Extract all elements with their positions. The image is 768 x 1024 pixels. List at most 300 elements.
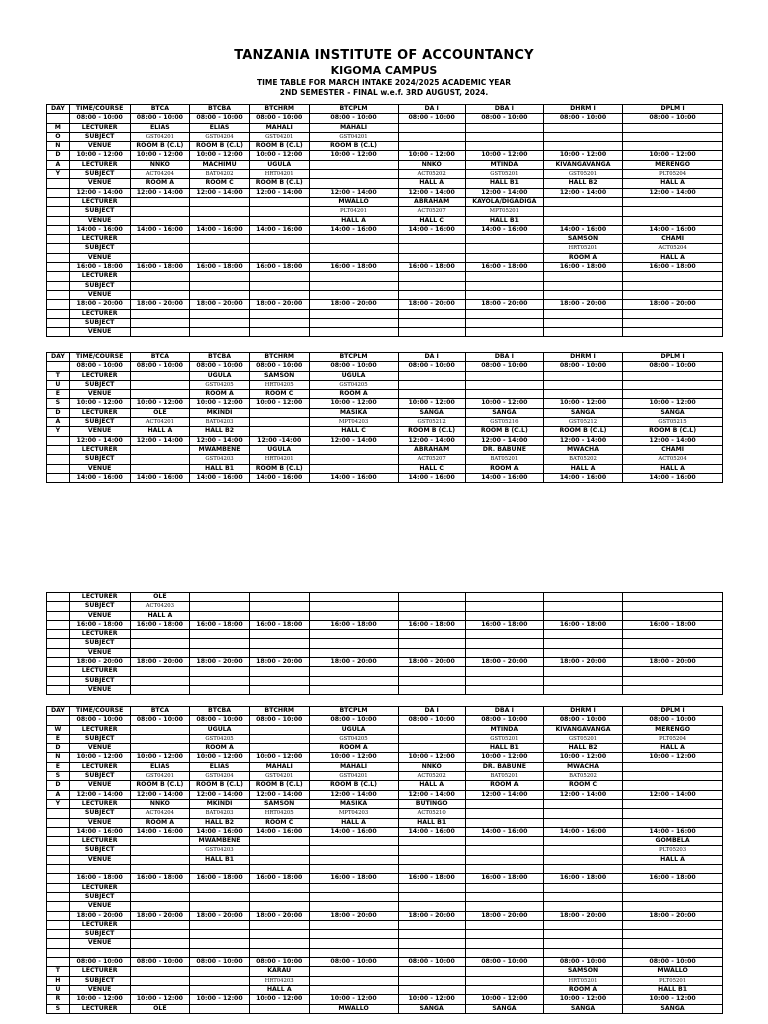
schedule-cell: HRT04201 bbox=[249, 170, 309, 179]
schedule-cell: 10:00 - 12:00 bbox=[623, 151, 723, 160]
schedule-cell bbox=[623, 123, 723, 132]
schedule-cell bbox=[130, 380, 190, 389]
schedule-cell: BUTINGO bbox=[398, 799, 465, 808]
schedule-cell: HALL B1 bbox=[465, 744, 543, 753]
schedule-cell: 18:00 - 20:00 bbox=[623, 911, 723, 920]
schedule-cell bbox=[465, 948, 543, 957]
table-row bbox=[47, 648, 723, 657]
schedule-cell bbox=[309, 244, 398, 253]
day-letter: N bbox=[47, 753, 70, 762]
schedule-cell bbox=[190, 272, 250, 281]
day-letter bbox=[47, 827, 70, 836]
schedule-cell: GST05212 bbox=[398, 418, 465, 427]
schedule-cell: MPT05201 bbox=[465, 207, 543, 216]
schedule-cell bbox=[190, 667, 250, 676]
schedule-cell bbox=[465, 318, 543, 327]
schedule-cell bbox=[543, 290, 622, 299]
schedule-cell bbox=[130, 967, 190, 976]
table-row bbox=[47, 353, 723, 362]
day-letter: A bbox=[47, 160, 70, 169]
schedule-cell bbox=[623, 948, 723, 957]
timetable-block bbox=[46, 706, 723, 1014]
schedule-cell bbox=[249, 902, 309, 911]
schedule-cell: 16:00 - 18:00 bbox=[398, 263, 465, 272]
schedule-cell bbox=[543, 939, 622, 948]
schedule-cell: HALL A bbox=[309, 818, 398, 827]
schedule-cell: 14:00 - 16:00 bbox=[465, 473, 543, 482]
day-letter bbox=[47, 464, 70, 473]
day-letter: E bbox=[47, 762, 70, 771]
row-label: LECTURER bbox=[69, 309, 130, 318]
day-letter: D bbox=[47, 408, 70, 417]
schedule-cell: 16:00 - 18:00 bbox=[249, 263, 309, 272]
schedule-cell: ROOM B (C.L) bbox=[398, 427, 465, 436]
table-row bbox=[47, 593, 723, 602]
schedule-cell: 08:00 - 10:00 bbox=[309, 362, 398, 371]
schedule-cell: UGULA bbox=[249, 160, 309, 169]
day-letter bbox=[47, 855, 70, 864]
schedule-cell bbox=[543, 371, 622, 380]
schedule-cell: 18:00 - 20:00 bbox=[398, 658, 465, 667]
day-letter bbox=[47, 676, 70, 685]
schedule-cell: HALL B2 bbox=[543, 744, 622, 753]
schedule-cell: NNKO bbox=[130, 799, 190, 808]
schedule-cell: 18:00 - 20:00 bbox=[130, 300, 190, 309]
table-row bbox=[47, 995, 723, 1004]
schedule-cell: 12:00 - 14:00 bbox=[190, 188, 250, 197]
schedule-cell bbox=[623, 930, 723, 939]
schedule-cell: 14:00 - 16:00 bbox=[130, 473, 190, 482]
schedule-cell: 16:00 - 18:00 bbox=[543, 620, 622, 629]
schedule-cell: ACT04203 bbox=[130, 602, 190, 611]
schedule-cell: 08:00 - 10:00 bbox=[543, 716, 622, 725]
schedule-cell bbox=[398, 883, 465, 892]
day-letter bbox=[47, 188, 70, 197]
schedule-cell bbox=[249, 427, 309, 436]
schedule-cell: ROOM B (C.L) bbox=[623, 427, 723, 436]
row-label: LECTURER bbox=[69, 799, 130, 808]
schedule-cell bbox=[398, 676, 465, 685]
schedule-cell: PLT05203 bbox=[623, 846, 723, 855]
row-label: 14:00 - 16:00 bbox=[69, 473, 130, 482]
schedule-cell bbox=[465, 123, 543, 132]
row-label: 16:00 - 18:00 bbox=[69, 620, 130, 629]
schedule-cell bbox=[623, 883, 723, 892]
day-letter bbox=[47, 362, 70, 371]
schedule-cell: 10:00 - 12:00 bbox=[249, 151, 309, 160]
schedule-cell bbox=[249, 667, 309, 676]
schedule-cell: HALL A bbox=[130, 611, 190, 620]
schedule-cell: ROOM A bbox=[309, 390, 398, 399]
schedule-cell: 08:00 - 10:00 bbox=[190, 958, 250, 967]
day-letter bbox=[47, 455, 70, 464]
schedule-cell bbox=[130, 216, 190, 225]
day-letter bbox=[47, 948, 70, 957]
table-row bbox=[47, 818, 723, 827]
table-row bbox=[47, 1004, 723, 1013]
schedule-cell bbox=[398, 976, 465, 985]
row-label: VENUE bbox=[69, 290, 130, 299]
schedule-cell bbox=[130, 902, 190, 911]
schedule-cell bbox=[130, 253, 190, 262]
schedule-cell: 16:00 - 18:00 bbox=[190, 263, 250, 272]
schedule-cell: 08:00 - 10:00 bbox=[623, 362, 723, 371]
schedule-cell bbox=[249, 837, 309, 846]
table-row bbox=[47, 790, 723, 799]
table-row bbox=[47, 300, 723, 309]
schedule-cell bbox=[190, 197, 250, 206]
day-letter: O bbox=[47, 132, 70, 141]
schedule-cell bbox=[309, 685, 398, 694]
schedule-cell: MKINDI bbox=[190, 408, 250, 417]
table-row bbox=[47, 114, 723, 123]
schedule-cell: ROOM A bbox=[190, 390, 250, 399]
row-label: VENUE bbox=[69, 744, 130, 753]
schedule-cell: 12:00 - 14:00 bbox=[465, 436, 543, 445]
table-row bbox=[47, 920, 723, 929]
row-label: SUBJECT bbox=[69, 207, 130, 216]
row-label: VENUE bbox=[69, 179, 130, 188]
schedule-cell: UGULA bbox=[190, 725, 250, 734]
schedule-cell bbox=[190, 318, 250, 327]
schedule-cell bbox=[309, 865, 398, 874]
schedule-cell: KIVANGAVANGA bbox=[543, 725, 622, 734]
schedule-cell: GST05201 bbox=[543, 170, 622, 179]
schedule-cell: 12:00 - 14:00 bbox=[309, 436, 398, 445]
schedule-cell: ROOM B (C.L) bbox=[190, 781, 250, 790]
schedule-cell: 08:00 - 10:00 bbox=[190, 716, 250, 725]
row-label: VENUE bbox=[69, 685, 130, 694]
row-label: 12:00 - 14:00 bbox=[69, 188, 130, 197]
schedule-cell bbox=[190, 216, 250, 225]
table-row bbox=[47, 445, 723, 454]
table-row bbox=[47, 725, 723, 734]
schedule-cell: 16:00 - 18:00 bbox=[465, 263, 543, 272]
schedule-cell bbox=[249, 734, 309, 743]
row-label: SUBJECT bbox=[69, 846, 130, 855]
schedule-cell bbox=[309, 837, 398, 846]
schedule-cell: 16:00 - 18:00 bbox=[309, 620, 398, 629]
schedule-cell bbox=[190, 639, 250, 648]
row-label: SUBJECT bbox=[69, 734, 130, 743]
schedule-cell bbox=[249, 418, 309, 427]
schedule-cell: 16:00 - 18:00 bbox=[398, 620, 465, 629]
schedule-cell bbox=[543, 846, 622, 855]
schedule-cell bbox=[130, 309, 190, 318]
schedule-cell bbox=[623, 371, 723, 380]
schedule-cell: 14:00 - 16:00 bbox=[309, 473, 398, 482]
schedule-cell bbox=[130, 725, 190, 734]
schedule-cell: 08:00 - 10:00 bbox=[249, 362, 309, 371]
schedule-cell bbox=[249, 725, 309, 734]
schedule-cell bbox=[465, 985, 543, 994]
schedule-cell: 10:00 - 12:00 bbox=[398, 995, 465, 1004]
row-label: VENUE bbox=[69, 427, 130, 436]
schedule-cell bbox=[398, 685, 465, 694]
schedule-cell bbox=[190, 235, 250, 244]
schedule-cell bbox=[623, 630, 723, 639]
schedule-cell: HALL A bbox=[309, 216, 398, 225]
schedule-cell: SANGA bbox=[398, 408, 465, 417]
day-letter: Y bbox=[47, 427, 70, 436]
table-row bbox=[47, 602, 723, 611]
day-letter bbox=[47, 874, 70, 883]
schedule-cell: 14:00 - 16:00 bbox=[309, 827, 398, 836]
row-label: 10:00 - 12:00 bbox=[69, 753, 130, 762]
day-letter: E bbox=[47, 734, 70, 743]
schedule-cell: HALL A bbox=[398, 179, 465, 188]
schedule-cell: 08:00 - 10:00 bbox=[465, 958, 543, 967]
day-letter bbox=[47, 902, 70, 911]
schedule-cell bbox=[398, 930, 465, 939]
table-row bbox=[47, 611, 723, 620]
table-row bbox=[47, 399, 723, 408]
table-row bbox=[47, 874, 723, 883]
schedule-cell bbox=[130, 244, 190, 253]
table-row bbox=[47, 658, 723, 667]
day-letter bbox=[47, 658, 70, 667]
schedule-cell bbox=[309, 170, 398, 179]
day-letter bbox=[47, 648, 70, 657]
schedule-cell bbox=[398, 123, 465, 132]
schedule-cell bbox=[465, 235, 543, 244]
schedule-cell: BAT05202 bbox=[543, 772, 622, 781]
schedule-cell bbox=[465, 272, 543, 281]
row-label: LECTURER bbox=[69, 837, 130, 846]
schedule-cell: UGULA bbox=[309, 371, 398, 380]
schedule-cell bbox=[465, 818, 543, 827]
schedule-cell: ABRAHAM bbox=[398, 197, 465, 206]
schedule-cell: 18:00 - 20:00 bbox=[249, 300, 309, 309]
schedule-cell: 10:00 - 12:00 bbox=[190, 399, 250, 408]
day-letter bbox=[47, 216, 70, 225]
day-letter: U bbox=[47, 985, 70, 994]
row-label: SUBJECT bbox=[69, 281, 130, 290]
schedule-cell: 08:00 - 10:00 bbox=[190, 362, 250, 371]
schedule-cell: 18:00 - 20:00 bbox=[465, 300, 543, 309]
table-row bbox=[47, 734, 723, 743]
schedule-cell bbox=[623, 380, 723, 389]
schedule-cell bbox=[398, 865, 465, 874]
row-label: SUBJECT bbox=[69, 930, 130, 939]
schedule-cell bbox=[543, 648, 622, 657]
schedule-cell: ROOM B (C.L) bbox=[309, 142, 398, 151]
schedule-cell: 14:00 - 16:00 bbox=[623, 473, 723, 482]
schedule-cell: HALL C bbox=[309, 427, 398, 436]
row-label: LECTURER bbox=[69, 408, 130, 417]
schedule-cell: 18:00 - 20:00 bbox=[249, 658, 309, 667]
schedule-cell: 14:00 - 16:00 bbox=[130, 827, 190, 836]
row-label: LECTURER bbox=[69, 272, 130, 281]
schedule-cell bbox=[465, 328, 543, 337]
schedule-cell bbox=[398, 667, 465, 676]
row-label: LECTURER bbox=[69, 593, 130, 602]
schedule-cell: 08:00 - 10:00 bbox=[543, 958, 622, 967]
table-row bbox=[47, 142, 723, 151]
schedule-cell bbox=[465, 390, 543, 399]
schedule-cell: OLE bbox=[130, 408, 190, 417]
row-label: VENUE bbox=[69, 902, 130, 911]
schedule-cell: MASIKA bbox=[309, 408, 398, 417]
table-row bbox=[47, 772, 723, 781]
institute-title: TANZANIA INSTITUTE OF ACCOUNTANCY bbox=[234, 48, 534, 63]
schedule-cell: 12:00 - 14:00 bbox=[130, 790, 190, 799]
row-label: 08:00 - 10:00 bbox=[69, 114, 130, 123]
table-row bbox=[47, 179, 723, 188]
schedule-cell bbox=[623, 865, 723, 874]
row-label: SUBJECT bbox=[69, 132, 130, 141]
schedule-cell: 10:00 - 12:00 bbox=[130, 995, 190, 1004]
row-label: 16:00 - 18:00 bbox=[69, 263, 130, 272]
row-label: VENUE bbox=[69, 390, 130, 399]
schedule-cell: 08:00 - 10:00 bbox=[465, 114, 543, 123]
schedule-cell bbox=[543, 207, 622, 216]
schedule-cell: ACT05204 bbox=[623, 244, 723, 253]
schedule-cell bbox=[249, 685, 309, 694]
schedule-cell: HALL B2 bbox=[543, 179, 622, 188]
schedule-cell bbox=[623, 902, 723, 911]
schedule-cell bbox=[398, 837, 465, 846]
schedule-cell: ROOM B (C.L) bbox=[190, 142, 250, 151]
schedule-cell bbox=[249, 855, 309, 864]
table-row bbox=[47, 930, 723, 939]
day-letter bbox=[47, 620, 70, 629]
schedule-cell bbox=[130, 648, 190, 657]
table-row bbox=[47, 892, 723, 901]
schedule-cell bbox=[309, 920, 398, 929]
schedule-cell bbox=[543, 883, 622, 892]
table-row bbox=[47, 225, 723, 234]
row-label: 16:00 - 18:00 bbox=[69, 874, 130, 883]
table-row bbox=[47, 132, 723, 141]
schedule-cell: 12:00 - 14:00 bbox=[465, 790, 543, 799]
row-label: 18:00 - 20:00 bbox=[69, 911, 130, 920]
day-letter: DAY bbox=[47, 353, 70, 362]
row-label: SUBJECT bbox=[69, 244, 130, 253]
schedule-cell: ELIAS bbox=[130, 762, 190, 771]
table-row bbox=[47, 846, 723, 855]
schedule-cell bbox=[623, 809, 723, 818]
schedule-cell: ROOM B (C.L) bbox=[249, 464, 309, 473]
row-label: LECTURER bbox=[69, 725, 130, 734]
schedule-cell: 10:00 - 12:00 bbox=[398, 151, 465, 160]
schedule-cell bbox=[398, 902, 465, 911]
schedule-cell: KARAU bbox=[249, 967, 309, 976]
semester-line: 2ND SEMESTER - FINAL w.e.f. 3RD AUGUST, 2024. bbox=[279, 88, 489, 97]
schedule-cell bbox=[190, 602, 250, 611]
day-letter bbox=[47, 114, 70, 123]
schedule-cell bbox=[465, 611, 543, 620]
schedule-cell: GST04201 bbox=[309, 772, 398, 781]
schedule-cell bbox=[249, 235, 309, 244]
schedule-cell: HALL C bbox=[398, 464, 465, 473]
day-letter: S bbox=[47, 1004, 70, 1013]
schedule-cell bbox=[398, 371, 465, 380]
schedule-cell: HALL A bbox=[623, 179, 723, 188]
day-letter bbox=[47, 630, 70, 639]
schedule-cell: 16:00 - 18:00 bbox=[623, 874, 723, 883]
schedule-cell: 14:00 - 16:00 bbox=[543, 473, 622, 482]
schedule-cell bbox=[130, 455, 190, 464]
schedule-cell: HALL B1 bbox=[465, 179, 543, 188]
day-letter bbox=[47, 846, 70, 855]
day-letter bbox=[47, 309, 70, 318]
schedule-cell bbox=[465, 939, 543, 948]
schedule-cell: GST04205 bbox=[309, 734, 398, 743]
schedule-cell bbox=[623, 593, 723, 602]
schedule-cell: ROOM B (C.L) bbox=[249, 781, 309, 790]
schedule-cell bbox=[543, 818, 622, 827]
table-row bbox=[47, 809, 723, 818]
schedule-cell: 08:00 - 10:00 bbox=[398, 114, 465, 123]
schedule-cell: ACT05207 bbox=[398, 455, 465, 464]
schedule-cell bbox=[249, 846, 309, 855]
schedule-cell: 10:00 - 12:00 bbox=[130, 151, 190, 160]
schedule-cell bbox=[465, 976, 543, 985]
schedule-cell bbox=[543, 630, 622, 639]
row-label: VENUE bbox=[69, 142, 130, 151]
row-label: VENUE bbox=[69, 985, 130, 994]
day-letter bbox=[47, 930, 70, 939]
schedule-cell: GST04204 bbox=[190, 772, 250, 781]
schedule-cell: 18:00 - 20:00 bbox=[623, 300, 723, 309]
row-label: TIME/COURSE bbox=[69, 105, 130, 114]
schedule-cell: MACHIMU bbox=[190, 160, 250, 169]
table-row bbox=[47, 762, 723, 771]
schedule-cell: 14:00 - 16:00 bbox=[623, 827, 723, 836]
schedule-cell: GST05212 bbox=[543, 418, 622, 427]
schedule-cell: 16:00 - 18:00 bbox=[543, 874, 622, 883]
table-row bbox=[47, 799, 723, 808]
schedule-cell bbox=[398, 328, 465, 337]
schedule-cell bbox=[465, 883, 543, 892]
schedule-cell: 12:00 - 14:00 bbox=[543, 790, 622, 799]
schedule-cell bbox=[398, 611, 465, 620]
schedule-cell bbox=[623, 290, 723, 299]
schedule-cell: SANGA bbox=[465, 1004, 543, 1013]
row-label: SUBJECT bbox=[69, 639, 130, 648]
schedule-cell bbox=[398, 318, 465, 327]
schedule-cell: ROOM A bbox=[465, 781, 543, 790]
schedule-cell bbox=[190, 892, 250, 901]
schedule-cell bbox=[465, 685, 543, 694]
schedule-cell bbox=[309, 272, 398, 281]
row-label: SUBJECT bbox=[69, 809, 130, 818]
schedule-cell bbox=[130, 281, 190, 290]
schedule-cell bbox=[249, 948, 309, 957]
schedule-cell bbox=[249, 408, 309, 417]
schedule-cell: ROOM A bbox=[130, 818, 190, 827]
schedule-cell bbox=[465, 799, 543, 808]
schedule-cell: 12:00 - 14:00 bbox=[190, 436, 250, 445]
schedule-cell: KAYOLA/DIGADIGA bbox=[465, 197, 543, 206]
schedule-cell bbox=[623, 611, 723, 620]
day-letter bbox=[47, 865, 70, 874]
schedule-cell: 14:00 - 16:00 bbox=[543, 827, 622, 836]
row-label bbox=[69, 865, 130, 874]
schedule-cell: 12:00 - 14:00 bbox=[249, 188, 309, 197]
day-letter bbox=[47, 883, 70, 892]
schedule-cell: 16:00 - 18:00 bbox=[543, 263, 622, 272]
schedule-cell bbox=[190, 939, 250, 948]
schedule-cell bbox=[249, 216, 309, 225]
day-letter bbox=[47, 958, 70, 967]
row-label: VENUE bbox=[69, 216, 130, 225]
schedule-cell bbox=[398, 602, 465, 611]
day-letter: DAY bbox=[47, 707, 70, 716]
schedule-cell: 10:00 - 12:00 bbox=[543, 151, 622, 160]
schedule-cell bbox=[190, 967, 250, 976]
